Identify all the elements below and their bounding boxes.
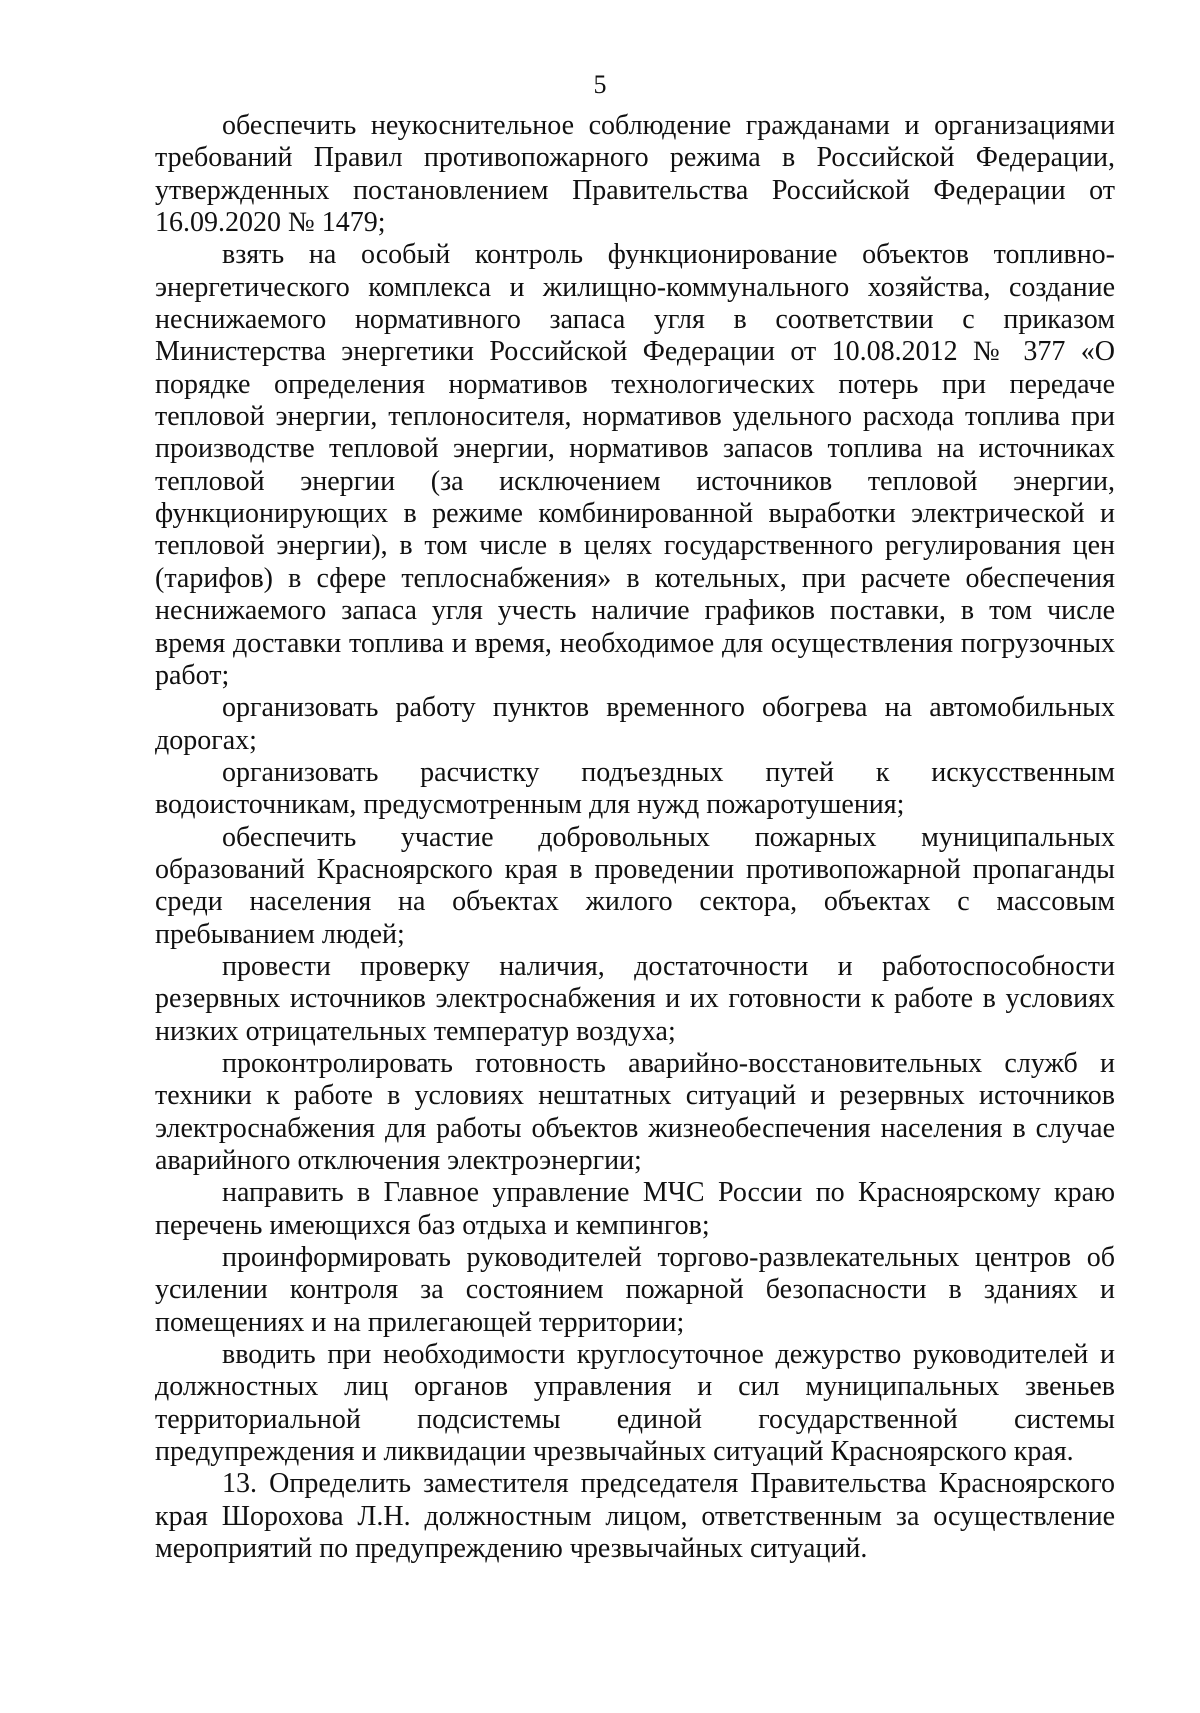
paragraph-fire-regime-compliance: обеспечить неукоснительное соблюдение гражданами и организациями требований Правил противопожарного режима в Российской Федерации, утвержденных постановлением Правительства Российской Федерации от 16.09.2020 № 1479; [155,110,1115,239]
document-body [155,110,1115,1565]
page-number: 5 [593,70,607,99]
paragraph-water-source-roads: организовать расчистку подъездных путей к искусственным водоисточникам, предусмотренным для нужд пожаротушения; [155,756,1115,821]
paragraph-shopping-centers: проинформировать руководителей торгово-развлекательных центров об усилении контроля за состоянием пожарной безопасности в зданиях и помещениях и на прилегающей территории; [155,1242,1115,1338]
paragraph-volunteer-firefighters: обеспечить участие добровольных пожарных муниципальных образований Красноярского края в проведении противопожарной пропаганды среди населения на объектах жилого сектора, объектах с массовым пребыванием людей; [155,821,1115,950]
paragraph-backup-power-check: провести проверку наличия, достаточности и работоспособности резервных источников электроснабжения и их готовности к работе в условиях низких отрицательных температур воздуха; [155,950,1115,1047]
paragraph-emergency-services-readiness: проконтролировать готовность аварийно-восстановительных служб и техники к работе в условиях нештатных ситуаций и резервных источников электроснабжения для работы объектов жизнеобеспечения населения в случае аварийного отключения электроэнергии; [155,1047,1115,1176]
paragraph-item-13: 13. Определить заместителя председателя Правительства Красноярского края Шорохова Л.Н. должностным лицом, ответственным за осуществление мероприятий по предупреждению чрезвычайных ситуаций. [155,1468,1115,1565]
paragraph-heating-points: организовать работу пунктов временного обогрева на автомобильных дорогах; [155,692,1115,756]
paragraph-duty-officers: вводить при необходимости круглосуточное дежурство руководителей и должностных лиц органов управления и сил муниципальных звеньев территориальной подсистемы единой государственной системы предупреждения и ликвидации чрезвычайных ситуаций Красноярского края. [155,1339,1115,1468]
paragraph-campsite-list: направить в Главное управление МЧС России по Красноярскому краю перечень имеющихся баз отдыха и кемпингов; [155,1177,1115,1241]
paragraph-fuel-energy-control: взять на особый контроль функционирование объектов топливно-энергетического комплекса и жилищно-коммунального хозяйства, создание неснижаемого нормативного запаса угля в соответствии с приказом Министерства энергетики Российской Федерации от 10.08.2012 № 377 «О порядке определения нормативов технологических потерь при передаче тепловой энергии, теплоносителя, нормативов удельного расхода топлива при производстве тепловой энергии, нормативов запасов топлива на источниках тепловой энергии (за исключением источников тепловой энергии, функционирующих в режиме комбинированной выработки электрической и тепловой энергии), в том числе в целях государственного регулирования цен (тарифов) в сфере теплоснабжения» в котельных, при расчете обеспечения неснижаемого запаса угля учесть наличие графиков поставки, в том числе время доставки топлива и время, необходимое для осуществления погрузочных работ; [155,239,1115,691]
